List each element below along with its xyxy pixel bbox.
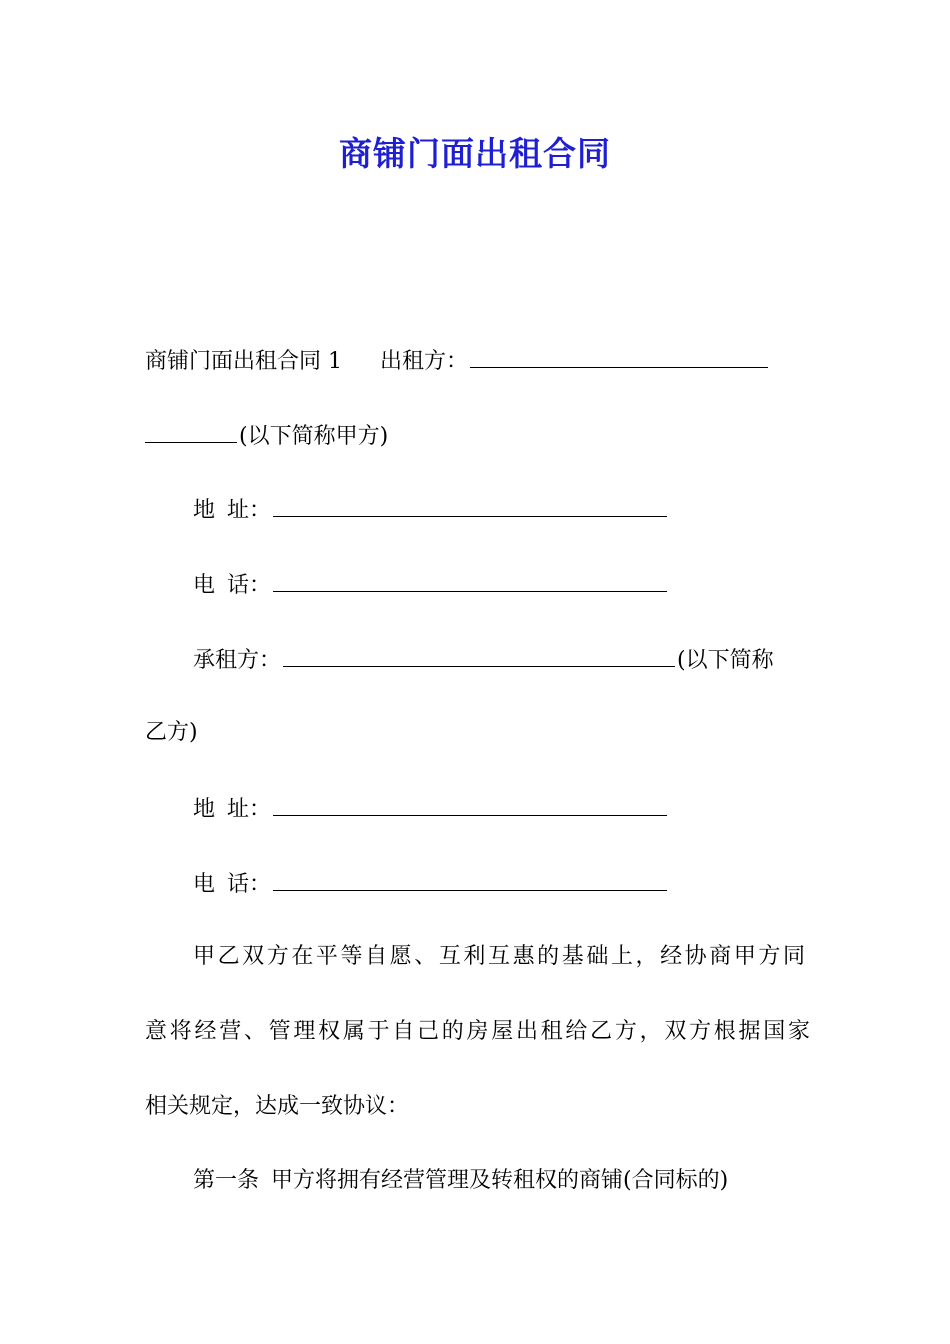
lessor-phone-label: 电	[193, 573, 216, 598]
contract-label: 商铺门面出租合同 1	[145, 349, 342, 374]
lessor-name-blank	[470, 345, 768, 368]
lessor-note: (以下简称甲方)	[239, 424, 389, 449]
lessor-phone-blank	[273, 569, 667, 592]
lessee-phone-label-2: 话：	[227, 872, 272, 897]
lessor-label: 出租方：	[380, 349, 469, 374]
lessee-address-line	[193, 793, 858, 825]
article-1-label: 第一条	[193, 1168, 260, 1193]
lessee-note-cont: 乙方)	[145, 720, 198, 745]
lessor-phone-line	[193, 569, 858, 601]
body-paragraph-line: 相关规定，达成一致协议：	[145, 1094, 410, 1119]
lessee-address-blank	[273, 793, 667, 816]
lessee-name-blank	[283, 644, 675, 667]
lessee-address-label-2: 址：	[227, 797, 272, 822]
lessee-phone-blank	[273, 868, 667, 891]
header-line	[145, 345, 810, 377]
lessee-note-line	[145, 718, 810, 748]
lessee-label: 承租方：	[193, 648, 282, 673]
lessor-address-line	[193, 494, 858, 526]
article-1-text: 甲方将拥有经营管理及转租权的商铺(合同标的)	[271, 1168, 729, 1193]
lessor-phone-label-2: 话：	[227, 573, 272, 598]
lessee-phone-label: 电	[193, 872, 216, 897]
lessor-address-blank	[273, 494, 667, 517]
lessee-phone-line	[193, 868, 858, 900]
article-1-line	[193, 1166, 805, 1196]
lessee-address-label: 地	[193, 797, 216, 822]
lessor-address-label: 地	[193, 498, 216, 523]
lessor-address-label-2: 址：	[227, 498, 272, 523]
lessee-note: (以下简称	[677, 648, 774, 673]
document-title: 商铺门面出租合同	[339, 134, 611, 173]
lessee-line	[193, 644, 858, 676]
lessor-note-line	[145, 420, 810, 452]
body-paragraph-line: 甲乙双方在平等自愿、互利互惠的基础上，经协商甲方同	[193, 944, 805, 969]
lessor-name-blank-cont	[145, 420, 237, 443]
body-paragraph-line: 意将经营、管理权属于自己的房屋出租给乙方，双方根据国家	[145, 1019, 810, 1044]
